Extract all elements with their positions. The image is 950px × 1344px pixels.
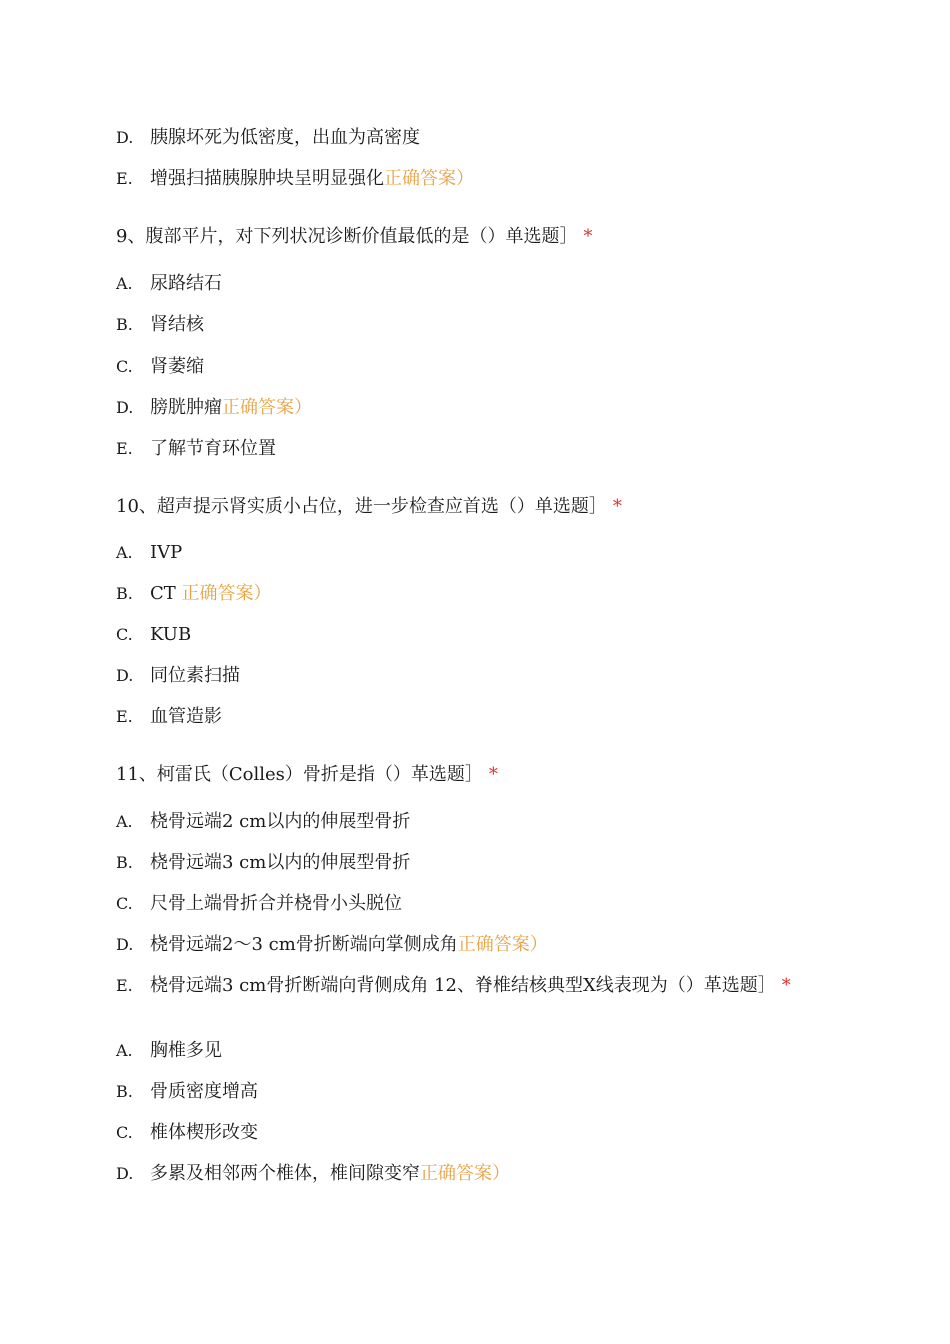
correct-answer-marker: 正确答案） <box>420 1163 510 1184</box>
option-letter: A. <box>116 1041 133 1060</box>
option-letter: A. <box>116 274 133 293</box>
option-row <box>116 1121 258 1145</box>
option-letter: A. <box>116 812 133 831</box>
option-row <box>116 272 222 296</box>
option-letter: E. <box>116 169 133 188</box>
option-text: IVP <box>150 542 183 563</box>
option-letter: A. <box>116 543 133 562</box>
option-row <box>116 892 402 916</box>
option-text: 胸椎多见 <box>150 1040 222 1061</box>
correct-answer-marker: 正确答案） <box>384 168 474 189</box>
option-text: 桡骨远端2 cm以内的伸展型骨折 <box>150 811 411 832</box>
question-title <box>116 225 592 249</box>
option-row <box>116 705 222 729</box>
option-text: 桡骨远端3 cm以内的伸展型骨折 <box>150 852 411 873</box>
option-text: 血管造影 <box>150 706 222 727</box>
option-text: 膀胱肿瘤 <box>150 397 222 418</box>
option-letter: C. <box>116 625 133 644</box>
option-text: 肾萎缩 <box>150 356 204 377</box>
option-row <box>116 582 272 606</box>
option-text: 增强扫描胰腺肿块呈明显强化 <box>150 168 384 189</box>
question-text: 11、柯雷氏（Colles）骨折是指（）革选题］ <box>116 764 483 785</box>
option-letter: D. <box>116 128 134 147</box>
required-asterisk: * <box>781 975 791 996</box>
option-text: 尺骨上端骨折合并桡骨小头脱位 <box>150 893 402 914</box>
option-letter: B. <box>116 584 133 603</box>
option-letter: D. <box>116 935 134 954</box>
option-row <box>116 126 420 150</box>
option-letter: B. <box>116 315 133 334</box>
option-text: 桡骨远端2〜3 cm骨折断端向掌侧成角 <box>150 934 458 955</box>
correct-answer-marker: 正确答案） <box>222 397 312 418</box>
option-row <box>116 396 312 420</box>
correct-answer-marker: 正确答案） <box>457 934 548 955</box>
option-row-wrapped <box>116 974 796 998</box>
required-asterisk: * <box>583 226 593 247</box>
option-row <box>116 313 204 337</box>
option-letter: C. <box>116 894 133 913</box>
question-text: 9、腹部平片，对下列状况诊断价值最低的是（）单选题］ <box>116 226 578 247</box>
option-text: 多累及相邻两个椎体，椎间隙变窄 <box>150 1163 420 1184</box>
question-title <box>116 495 622 519</box>
option-letter: C. <box>116 357 133 376</box>
option-row <box>116 355 204 379</box>
option-letter: D. <box>116 398 134 417</box>
option-row <box>116 851 410 875</box>
option-row <box>116 437 276 461</box>
option-row <box>116 1039 222 1063</box>
option-row <box>116 623 191 647</box>
option-row <box>116 1080 258 1104</box>
option-letter: E. <box>116 976 133 995</box>
option-text: 桡骨远端3 cm骨折断端向背侧成角 12、脊椎结核典型X线表现为（）革选题］ <box>150 975 776 996</box>
option-row <box>116 1162 510 1186</box>
option-text: 了解节育环位置 <box>150 438 276 459</box>
option-row <box>116 167 474 191</box>
option-text: 同位素扫描 <box>150 665 240 686</box>
option-text: 尿路结石 <box>150 273 222 294</box>
option-letter: B. <box>116 853 133 872</box>
question-text: 10、超声提示肾实质小占位，进一步检查应首选（）单选题］ <box>116 496 607 517</box>
option-text: KUB <box>150 624 192 645</box>
option-letter: E. <box>116 707 133 726</box>
option-row <box>116 664 240 688</box>
option-letter: E. <box>116 439 133 458</box>
option-letter: D. <box>116 1164 134 1183</box>
question-title <box>116 763 498 787</box>
option-text: 胰腺坏死为低密度，出血为高密度 <box>150 127 420 148</box>
option-letter: C. <box>116 1123 133 1142</box>
option-text: 椎体楔形改变 <box>150 1122 258 1143</box>
required-asterisk: * <box>612 496 622 517</box>
option-text: CT <box>150 583 182 604</box>
option-row <box>116 810 410 834</box>
option-letter: B. <box>116 1082 133 1101</box>
option-text: 肾结核 <box>150 314 204 335</box>
correct-answer-marker: 正确答案） <box>181 583 272 604</box>
option-text: 骨质密度增高 <box>150 1081 258 1102</box>
required-asterisk: * <box>488 764 498 785</box>
option-row <box>116 933 548 957</box>
option-letter: D. <box>116 666 134 685</box>
option-row <box>116 541 182 565</box>
